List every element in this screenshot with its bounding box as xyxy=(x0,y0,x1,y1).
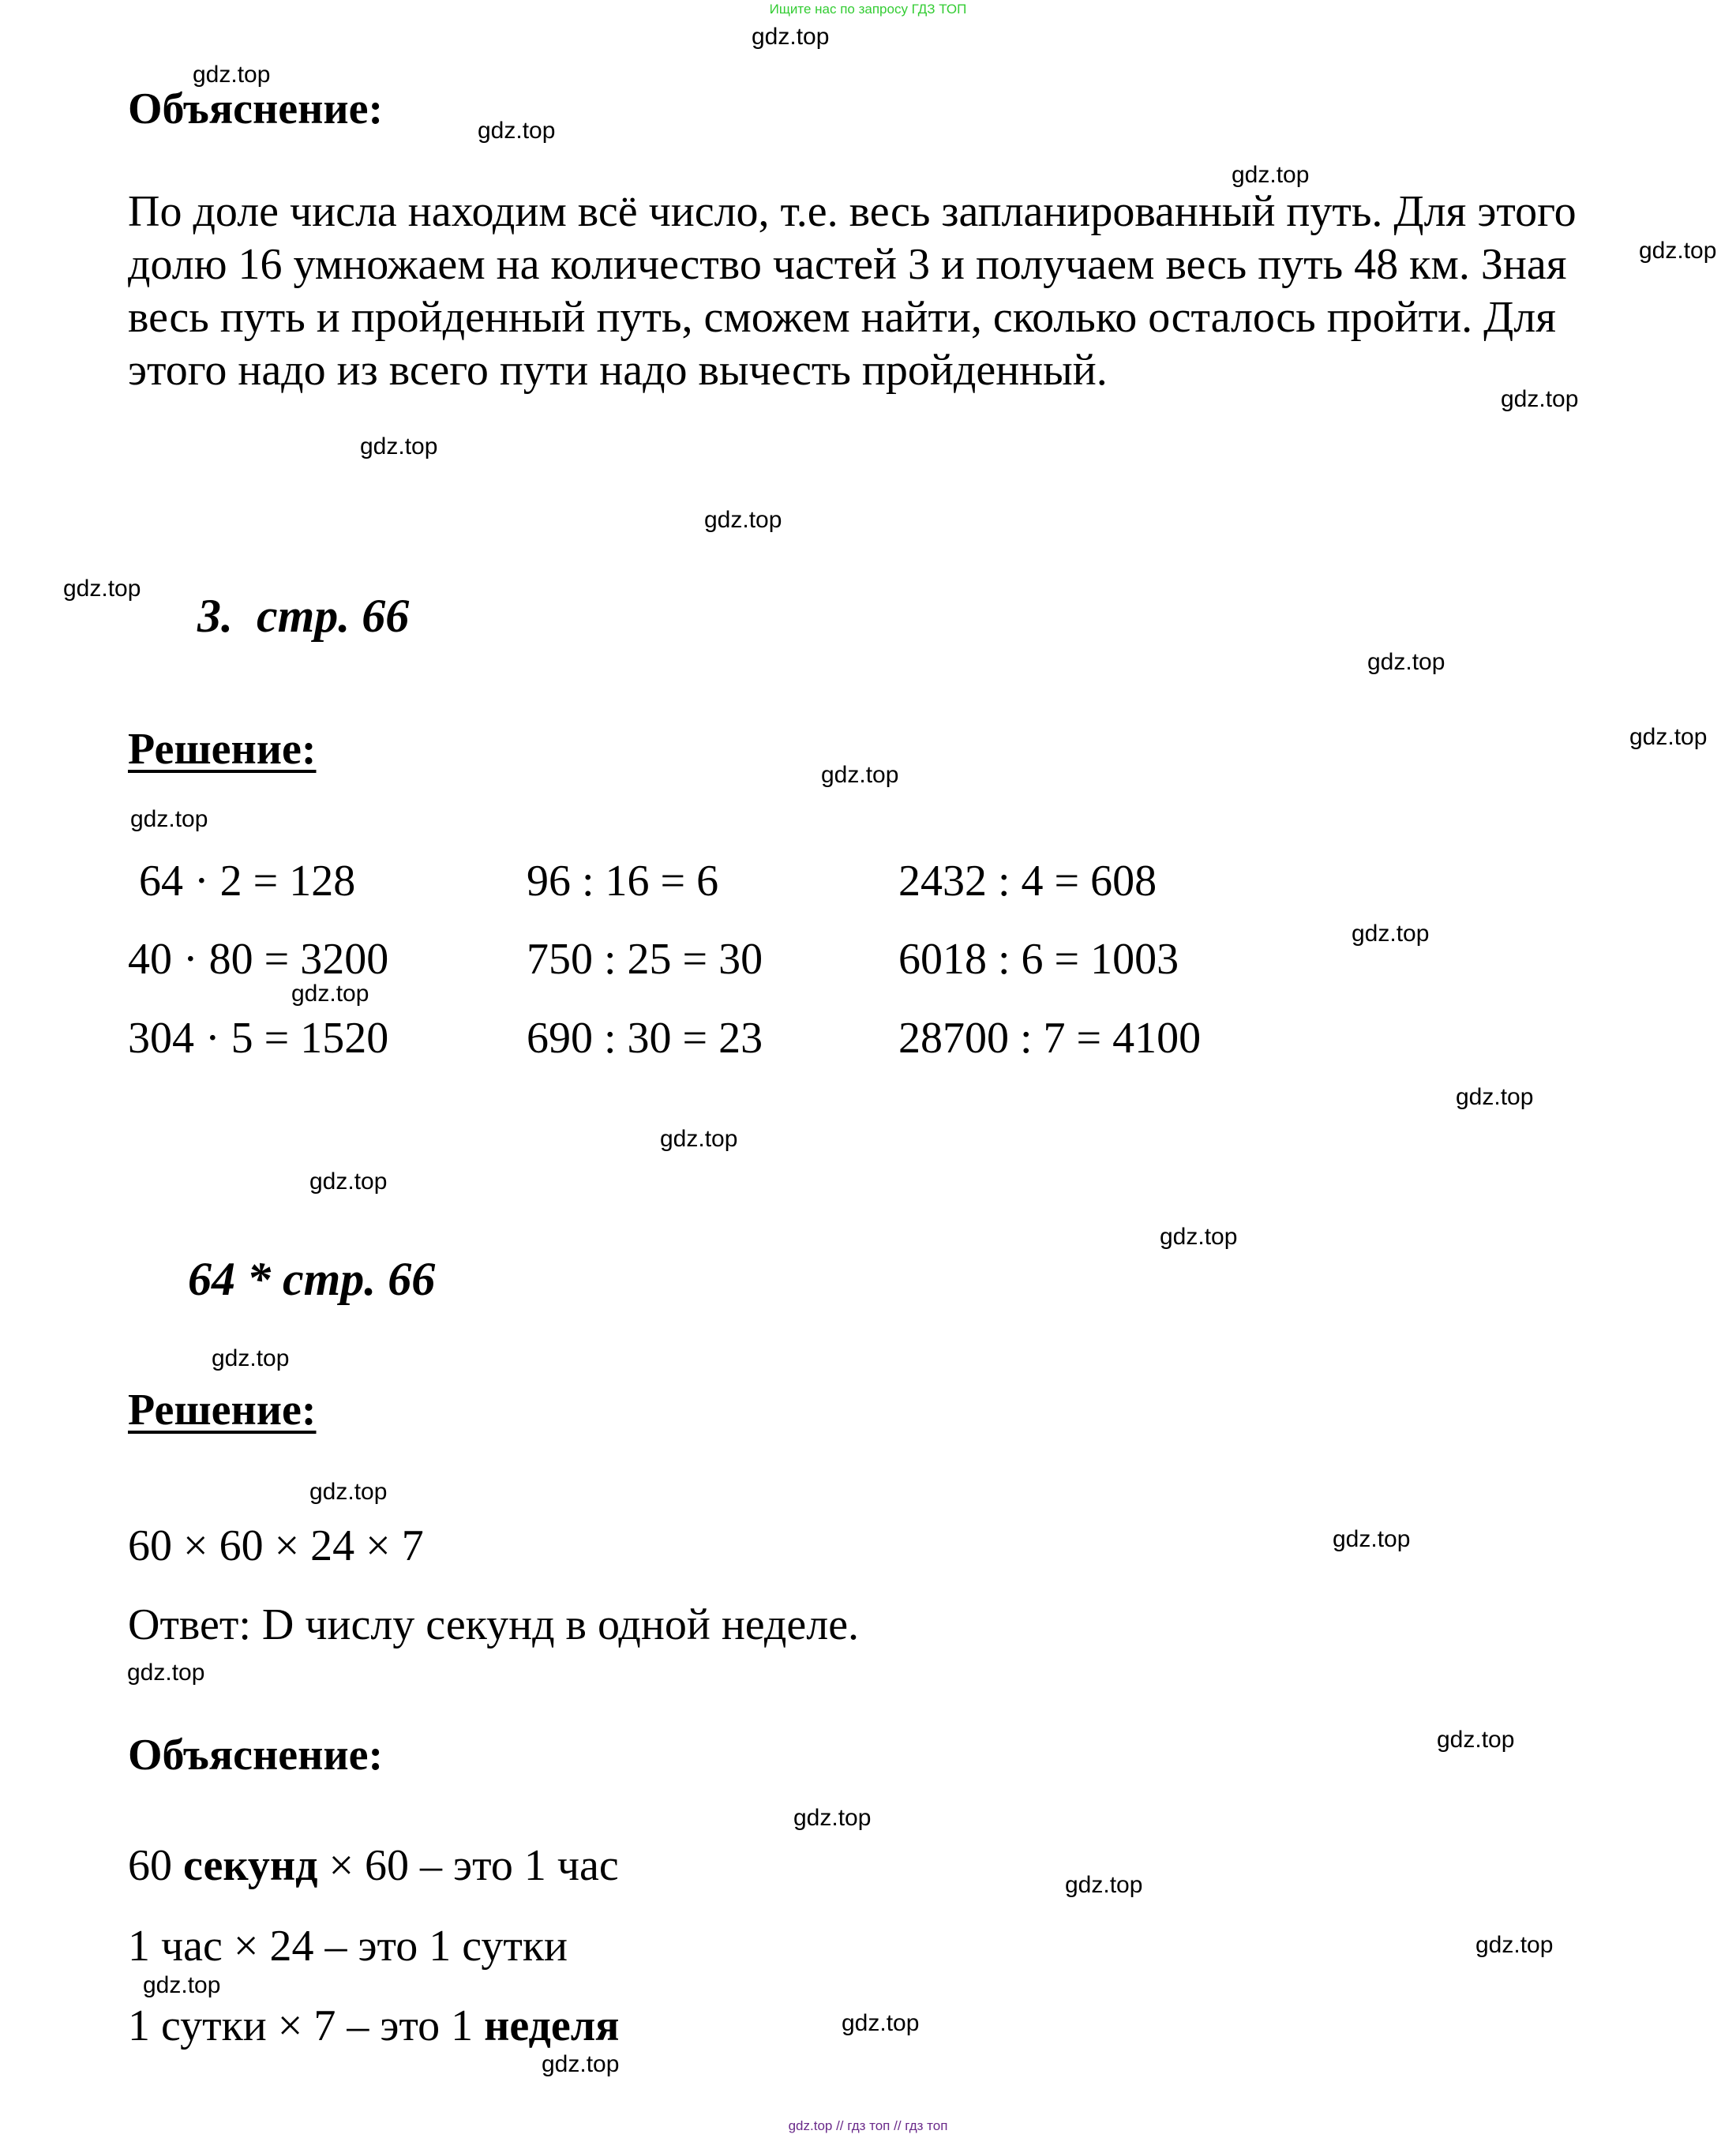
watermark: gdz.top xyxy=(63,576,141,602)
watermark: gdz.top xyxy=(127,1660,205,1686)
paragraph-line: весь путь и пройденный путь, сможем найти, сколько осталось пройти. Для xyxy=(128,293,1556,342)
line-text: 60 xyxy=(128,1841,183,1890)
task-64-title: 64 * стр. 66 xyxy=(188,1253,436,1305)
watermark: gdz.top xyxy=(1475,1932,1554,1958)
footer-watermark: gdz.top // гдз топ // гдз топ xyxy=(788,2118,948,2133)
watermark: gdz.top xyxy=(842,2010,920,2036)
watermark: gdz.top xyxy=(143,1972,221,1998)
watermark: gdz.top xyxy=(752,24,830,50)
watermark: gdz.top xyxy=(1160,1224,1238,1250)
solution-heading: Решение: xyxy=(128,1386,317,1435)
equation: 6018 : 6 = 1003 xyxy=(898,935,1179,984)
task-3-title: 3. стр. 66 xyxy=(197,590,410,642)
watermark: gdz.top xyxy=(130,806,208,832)
watermark: gdz.top xyxy=(193,62,271,88)
top-banner: Ищите нас по запросу ГДЗ ТОП xyxy=(769,2,967,17)
watermark: gdz.top xyxy=(542,2051,620,2077)
watermark: gdz.top xyxy=(660,1126,738,1152)
paragraph-line: По доле числа находим всё число, т.е. весь запланированный путь. Для этого xyxy=(128,187,1577,236)
bold-word: неделя xyxy=(484,2001,620,2050)
equation: 28700 : 7 = 4100 xyxy=(898,1014,1202,1063)
bold-word: секунд xyxy=(183,1841,318,1890)
watermark: gdz.top xyxy=(704,507,782,533)
watermark: gdz.top xyxy=(309,1168,388,1195)
paragraph-line: долю 16 умножаем на количество частей 3 и получаем весь путь 48 км. Зная xyxy=(128,240,1567,289)
watermark: gdz.top xyxy=(212,1345,290,1371)
watermark: gdz.top xyxy=(360,433,438,459)
equation: 2432 : 4 = 608 xyxy=(898,857,1157,906)
watermark: gdz.top xyxy=(1629,724,1708,750)
answer: Ответ: D числу секунд в одной неделе. xyxy=(128,1600,860,1649)
watermark: gdz.top xyxy=(1352,921,1430,947)
watermark: gdz.top xyxy=(1437,1727,1515,1753)
equation: 750 : 25 = 30 xyxy=(527,935,763,984)
equation: 690 : 30 = 23 xyxy=(527,1014,763,1063)
expression: 60 × 60 × 24 × 7 xyxy=(128,1521,424,1570)
explanation-line-3 xyxy=(128,2001,620,2050)
explanation-paragraph xyxy=(128,186,1652,397)
watermark: gdz.top xyxy=(1367,649,1445,675)
equation: 304 · 5 = 1520 xyxy=(128,1014,389,1063)
watermark: gdz.top xyxy=(478,118,556,144)
line-text: × 60 – это 1 час xyxy=(317,1841,619,1890)
explanation-heading: Объяснение: xyxy=(128,84,384,133)
explanation-line-1 xyxy=(128,1841,619,1890)
watermark: gdz.top xyxy=(793,1805,872,1831)
paragraph-line: этого надо из всего пути надо вычесть пройденный. xyxy=(128,346,1108,395)
equation: 96 : 16 = 6 xyxy=(527,857,719,906)
equation: 64 · 2 = 128 xyxy=(139,857,356,906)
watermark: gdz.top xyxy=(1501,386,1579,412)
line-text: 1 сутки × 7 – это 1 xyxy=(128,2001,485,2050)
equation: 40 · 80 = 3200 xyxy=(128,935,389,984)
explanation-heading: Объяснение: xyxy=(128,1731,384,1780)
explanation-line-2: 1 час × 24 – это 1 сутки xyxy=(128,1922,568,1971)
watermark: gdz.top xyxy=(821,762,899,788)
watermark: gdz.top xyxy=(309,1479,388,1505)
watermark: gdz.top xyxy=(1232,162,1310,188)
watermark: gdz.top xyxy=(1456,1084,1534,1110)
watermark: gdz.top xyxy=(1065,1872,1143,1898)
solution-heading: Решение: xyxy=(128,725,317,774)
watermark: gdz.top xyxy=(1333,1526,1411,1552)
watermark: gdz.top xyxy=(1639,238,1717,264)
watermark: gdz.top xyxy=(291,981,369,1007)
